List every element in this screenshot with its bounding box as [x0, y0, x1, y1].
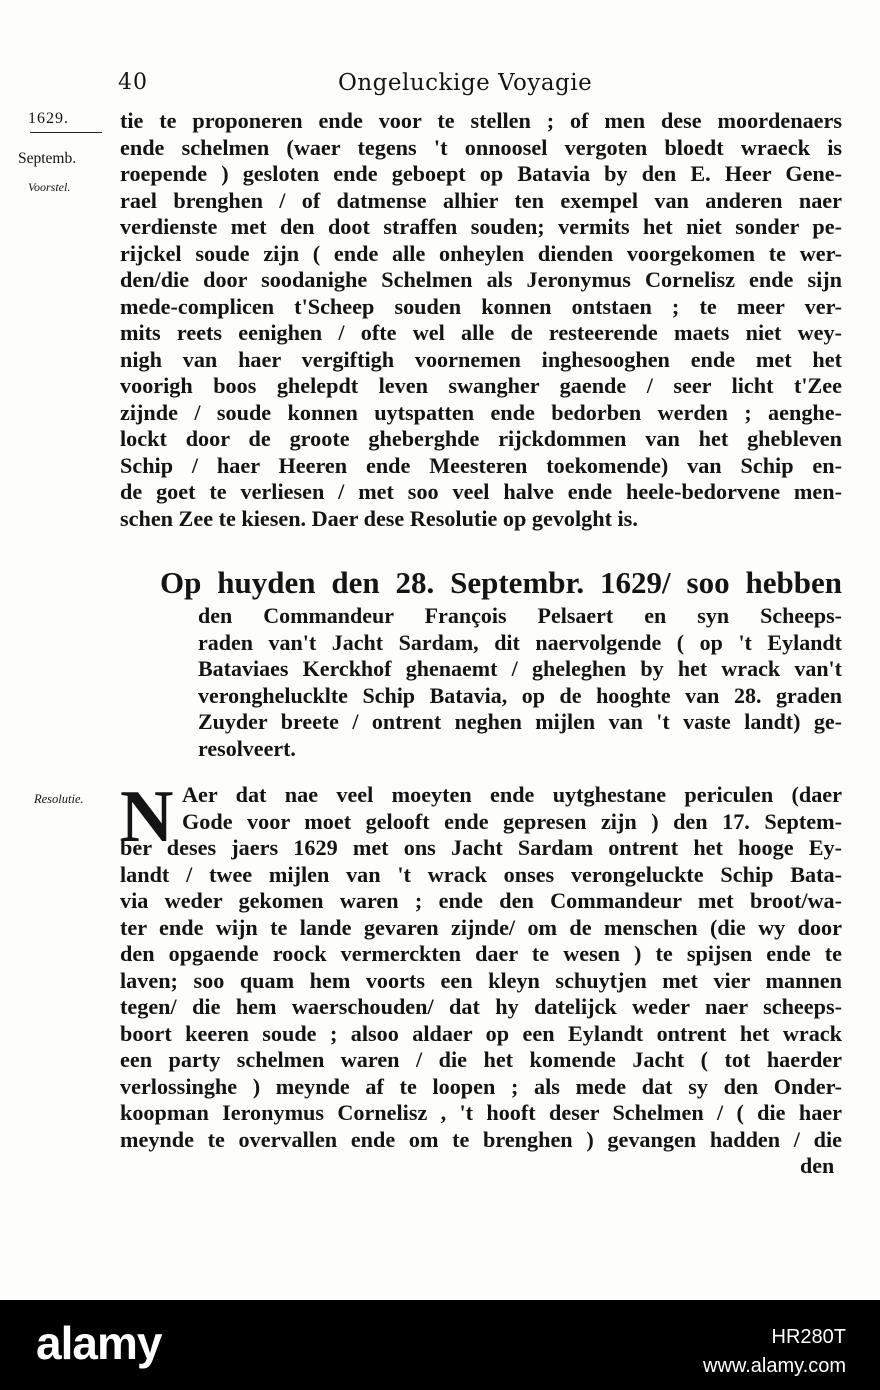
text-line: verlossinghe ) meynde af te loopen ; als mede dat sy den Onder- [120, 1073, 842, 1099]
text-line: rijckel soude zijn ( ende alle onheylen dienden voorgekomen te wer- [120, 240, 842, 266]
text-line: laven; soo quam hem voorts een kleyn schuytjen met vier mannen [120, 967, 842, 993]
heading-line: Op huyden den 28. Septembr. 1629/ soo hebben [160, 565, 842, 600]
margin-note-resolutie: Resolutie. [34, 792, 84, 806]
text-line: ter ende wijn te lande gevaren zijnde/ om de menschen (die wy door [120, 914, 842, 940]
running-title: Ongeluckige Voyagie [338, 70, 593, 96]
text-line: roepende ) gesloten ende geboept op Batavia by den E. Heer Gene- [120, 161, 842, 186]
margin-rule [30, 132, 102, 133]
text-line: de goet te verliesen / met soo veel halve ende heele-bedorvene men- [120, 479, 842, 504]
text-line: Schip / haer Heeren ende Meesteren toekomende) van Schip en- [120, 452, 842, 478]
text-line: rael brenghen / of datmense alhier ten exempel van anderen naer [120, 187, 842, 213]
paragraph-2 [120, 776, 842, 1153]
heading-line: veronghelucklte Schip Batavia, op de hooghte van 28. graden [198, 682, 842, 708]
text-line: nigh van haer vergiftigh voornemen inghesooghen ende met het [120, 346, 842, 372]
text-line: meynde te overvallen ende om te brenghen ) gevangen hadden / die [120, 1126, 842, 1152]
text-line: een party schelmen waren / die het komende Jacht ( tot haerder [120, 1047, 842, 1072]
text-line: mede-complicen t'Scheep souden konnen ontstaen ; te meer ver- [120, 293, 842, 319]
margin-note-voorstel: Voorstel. [28, 180, 71, 194]
page-header [118, 70, 838, 104]
watermark-url: www.alamy.com [703, 1355, 846, 1377]
text-line: den/die door soodanighe Schelmen als Jeronymus Cornelisz ende sijn [120, 267, 842, 292]
text-line: schen Zee te kiesen. Daer dese Resolutie op gevolght is. [120, 505, 638, 531]
text-line: landt / twee mijlen van 't wrack onses verongeluckte Schip Bata- [120, 861, 842, 887]
text-line: boort keeren soude ; alsoo aldaer op een Eylandt ontrent het wrack [120, 1020, 842, 1046]
text-line: Aer dat nae veel moeyten ende uytghestane periculen (daer [182, 782, 842, 807]
text-line: ber deses jaers 1629 met ons Jacht Sardam ontrent het hooge Ey- [120, 835, 842, 860]
text-line: tie te proponeren ende voor te stellen ; of men dese moordenaers [120, 108, 842, 133]
text-line: den opgaende roock vermerckten daer te wesen ) te spijsen ende te [120, 941, 842, 966]
text-line: ende schelmen (waer tegens 't onnoosel vergoten bloedt wraeck is [120, 134, 842, 160]
heading-line: Bataviaes Kerckhof ghenaemt / gheleghen by het wrack van't [198, 656, 842, 681]
drop-cap: N [120, 776, 174, 858]
text-line: lockt door de groote gheberghde rijckdommen van het ghebleven [120, 426, 842, 451]
watermark-logo: alamy [36, 1317, 162, 1369]
margin-month: Septemb. [18, 150, 77, 167]
resolution-heading [160, 563, 842, 762]
heading-line: den Commandeur François Pelsaert en syn Scheeps- [198, 603, 842, 628]
watermark-image-id: HR280T [771, 1326, 846, 1348]
catchword: den [800, 1153, 835, 1178]
text-line: tegen/ die hem waerschouden/ dat hy datelijck weder naer scheeps- [120, 994, 842, 1019]
text-line: mits reets eenighen / ofte wel alle de resteerende maets niet wey- [120, 320, 842, 345]
text-line: voorigh boos ghelepdt leven swangher gaende / seer licht t'Zee [120, 373, 842, 398]
text-line: Gode voor moet gelooft ende gepresen zijn ) den 17. Septem- [182, 808, 842, 834]
paragraph-1 [120, 108, 842, 532]
text-line: koopman Ieronymus Cornelisz , 't hooft deser Schelmen / ( die haer [120, 1100, 842, 1125]
text-line: zijnde / soude konnen uytspatten ende bedorben werden ; aenghe- [120, 399, 842, 425]
heading-line: resolveert. [198, 735, 296, 761]
heading-line: raden van't Jacht Sardam, dit naervolgende ( op 't Eylandt [198, 629, 842, 655]
heading-line: Zuyder breete / ontrent neghen mijlen van 't vaste landt) ge- [198, 709, 842, 734]
text-line: verdienste met den doot straffen souden; vermits het niet sonder pe- [120, 214, 842, 239]
page-number: 40 [118, 70, 148, 95]
text-line: via weder gekomen waren ; ende den Commandeur met broot/wa- [120, 888, 842, 913]
margin-year: 1629. [28, 110, 69, 127]
